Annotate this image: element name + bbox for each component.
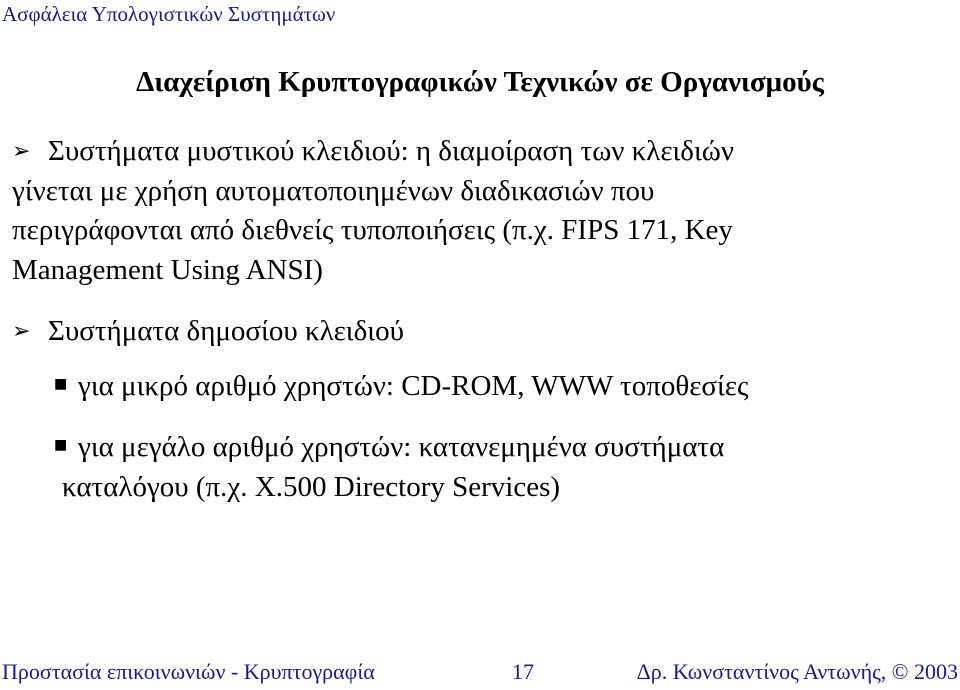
bullet-line: Συστήματα δημοσίου κλειδιού [48, 315, 404, 347]
bullet-line: γίνεται με χρήση αυτοματοποιημένων διαδικασιών που [12, 174, 655, 207]
footer-course-title: Προστασία επικοινωνιών - Κρυπτογραφία [2, 659, 375, 684]
slide-content [12, 132, 942, 507]
subbullet-line: για μικρό αριθμό χρηστών: CD-ROM, WWW τοποθεσίες [78, 369, 749, 402]
arrow-bullet-icon: ➢ [12, 139, 31, 164]
bullet-line: Management Using ANSI) [12, 253, 323, 286]
square-bullet-icon: ■ [54, 437, 68, 453]
subbullet-many-users [12, 428, 942, 507]
bullet-public-key-systems [12, 312, 942, 352]
slide-footer [0, 656, 960, 688]
footer-author-copyright: Δρ. Κωνσταντίνος Αντωνής, © 2003 [636, 659, 958, 684]
bullet-line: Συστήματα μυστικού κλειδιού: η διαμοίραση των κλειδιών [48, 135, 734, 167]
subbullet-few-users [12, 367, 942, 407]
subbullet-line: καταλόγου (π.χ. X.500 Directory Services) [62, 470, 561, 503]
subbullet-line: για μεγάλο αριθμό χρηστών: κατανεμημένα συστήματα [78, 431, 725, 463]
footer-page-number: 17 [512, 659, 534, 684]
bullet-line: περιγράφονται από διεθνείς τυποποιήσεις (π.χ. FIPS 171, Key [12, 214, 733, 246]
arrow-bullet-icon: ➢ [12, 319, 31, 344]
square-bullet-icon: ■ [54, 375, 68, 392]
bullet-secret-key-systems [12, 132, 942, 290]
slide-header: Ασφάλεια Υπολογιστικών Συστημάτων [2, 2, 336, 26]
slide-title: Διαχείριση Κρυπτογραφικών Τεχνικών σε Οργανισμούς [136, 66, 824, 98]
